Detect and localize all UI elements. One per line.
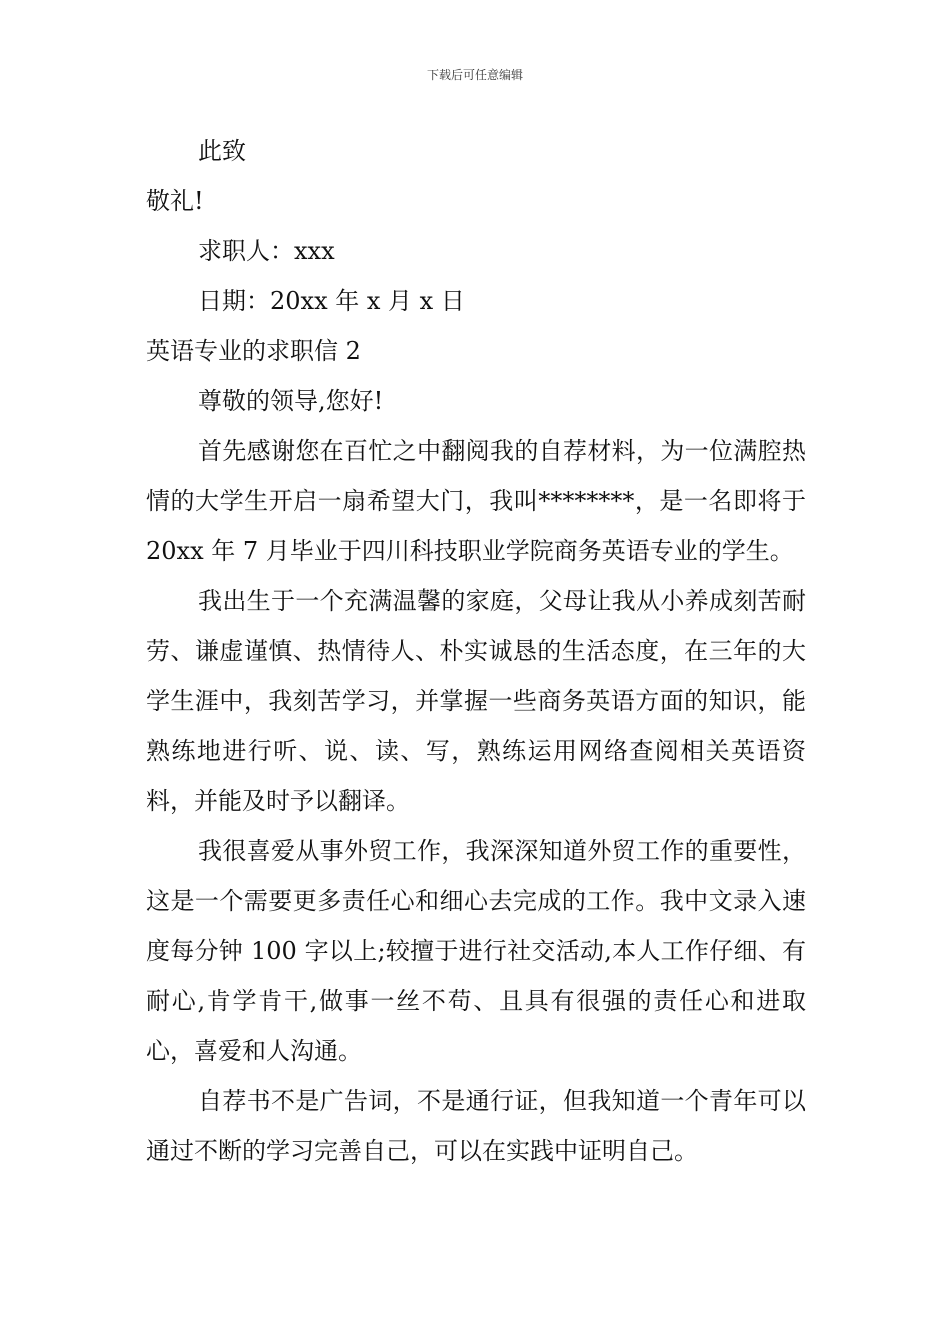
document-body [146,126,806,1176]
letter-greeting: 尊敬的领导,您好! [198,387,384,415]
closing-regards: 敬礼! [146,187,204,215]
body-paragraph-4: 自荐书不是广告词，不是通行证，但我知道一个青年可以通过不断的学习完善自己，可以在实践中证明自己。 [146,1087,806,1165]
date-line: 日期：20xx 年 x 月 x 日 [198,287,465,315]
body-paragraph-2: 我出生于一个充满温馨的家庭，父母让我从小养成刻苦耐劳、谦虚谨慎、热情待人、朴实诚恳的生活态度，在三年的大学生涯中，我刻苦学习，并掌握一些商务英语方面的知识，能熟练地进行听、说、读、写，熟练运用网络查阅相关英语资料，并能及时予以翻译。 [146,587,806,815]
letter-title: 英语专业的求职信 2 [146,337,361,365]
applicant-line: 求职人：xxx [198,237,335,265]
body-paragraph-1: 首先感谢您在百忙之中翻阅我的自荐材料，为一位满腔热情的大学生开启一扇希望大门，我叫********，是一名即将于 20xx 年 7 月毕业于四川科技职业学院商务英语专业的学生。 [146,437,806,565]
body-paragraph-3: 我很喜爱从事外贸工作，我深深知道外贸工作的重要性，这是一个需要更多责任心和细心去完成的工作。我中文录入速度每分钟 100 字以上;较擅于进行社交活动,本人工作仔细、有耐心,肯学肯干,做事一丝不苟、且具有很强的责任心和进取心，喜爱和人沟通。 [146,837,806,1065]
page-header: 下载后可任意编辑 [426,68,523,82]
closing-salutation: 此致 [198,137,246,165]
